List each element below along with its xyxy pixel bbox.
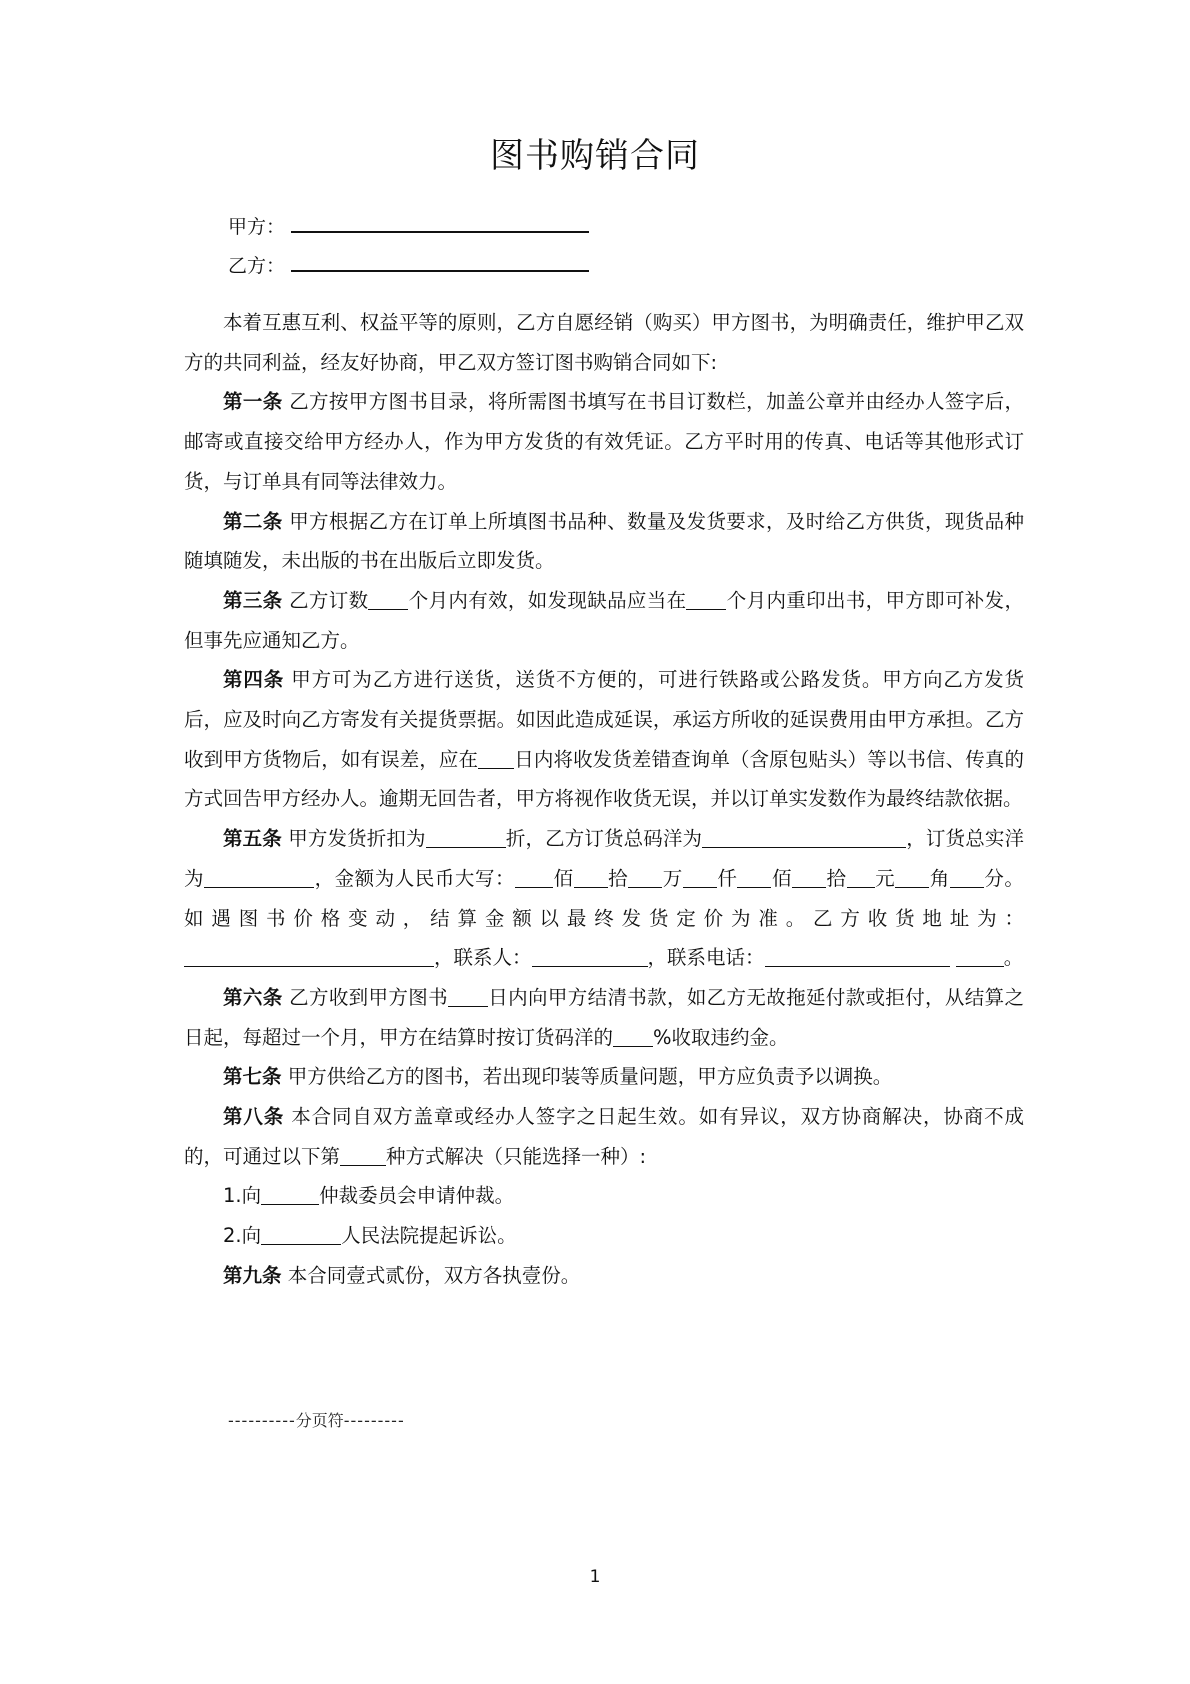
article-4: [184, 660, 1024, 819]
article-6: [184, 978, 1024, 1057]
amount-blank[interactable]: [628, 867, 662, 888]
article-8-text: 本合同自双方盖章或经办人签字之日起生效。如有异议，双方协商解决，协商不成的，可通过以下第: [184, 1105, 1024, 1168]
page-break-marker: [228, 1408, 405, 1431]
unit-label: 仟: [716, 866, 738, 890]
article-4-text: 甲方可为乙方进行送货，送货不方便的，可进行铁路或公路发货。甲方向乙方发货后，应及时向乙方寄发有关提货票据。如因此造成延误，承运方所收的延误费用由甲方承担。乙方收到甲方货物后，如有误差，应在: [184, 668, 1024, 771]
page-break-label: 分页符: [295, 1411, 344, 1430]
article-2-text: 甲方根据乙方在订单上所填图书品种、数量及发货要求，及时给乙方供货，现货品种随填随发，未出版的书在出版后立即发货。: [184, 509, 1024, 573]
article-5-text: 分。如遇图书价格变动，结算金额以最终发货定价为准。乙方收货地址为：: [184, 866, 1024, 930]
unit-label: 拾: [826, 866, 847, 890]
option-2: [184, 1216, 1024, 1256]
article-3-text: 个月内重印出书，甲方即可补发，但事先应通知乙方。: [184, 588, 1024, 652]
unit-label: 元: [874, 866, 896, 890]
contact-person-blank[interactable]: [532, 947, 648, 968]
article-8: [184, 1097, 1024, 1176]
article-7: [184, 1057, 1024, 1097]
court-blank[interactable]: [261, 1225, 341, 1246]
article-5-label: 第五条: [223, 827, 282, 851]
total-net-price-blank[interactable]: [204, 867, 314, 888]
resolution-choice-blank[interactable]: [340, 1145, 386, 1166]
article-7-text: 甲方供给乙方的图书，若出现印装等质量问题，甲方应负责予以调换。: [287, 1065, 893, 1089]
article-5-text: 折，乙方订货总码洋为: [505, 827, 703, 851]
contract-body: [184, 303, 1024, 1296]
option-1-text: 仲裁委员会申请仲裁。: [319, 1184, 515, 1208]
amount-blank[interactable]: [574, 867, 608, 888]
party-a-blank[interactable]: [291, 213, 589, 233]
article-6-text: 日内向甲方结清书款，如乙方无故拖延付款或拒付，从结算之日起，每超过一个月，甲方在结算时按订货码洋的: [184, 985, 1024, 1049]
option-1: [184, 1176, 1024, 1216]
party-b-blank[interactable]: [291, 252, 589, 272]
article-6-text: %收取违约金。: [653, 1025, 789, 1049]
unit-label: 角: [929, 866, 950, 890]
page-number: 1: [589, 1567, 601, 1587]
article-5-text: ，联系人：: [434, 946, 532, 970]
penalty-percent-blank[interactable]: [613, 1026, 653, 1047]
article-1-label: 第一条: [223, 390, 283, 414]
amount-blank[interactable]: [847, 867, 875, 888]
total-list-price-blank[interactable]: [702, 828, 906, 849]
option-2-text: 人民法院提起诉讼。: [341, 1224, 517, 1248]
phone-blank-cont[interactable]: [956, 947, 1004, 968]
page-title: 图书购销合同: [490, 136, 700, 176]
article-3-label: 第三条: [223, 588, 283, 612]
article-8-label: 第八条: [223, 1105, 285, 1129]
unit-label: 拾: [607, 866, 629, 890]
article-9: [184, 1256, 1024, 1296]
article-1: [184, 382, 1024, 501]
article-1-text: 乙方按甲方图书目录，将所需图书填写在书目订数栏，加盖公章并由经办人签字后，邮寄或直接交给甲方经办人，作为甲方发货的有效凭证。乙方平时用的传真、电话等其他形式订货，与订单具有同等法律效力。: [184, 390, 1024, 493]
article-5-text: 。: [1003, 946, 1024, 970]
article-6-text: 乙方收到甲方图书: [289, 985, 448, 1009]
address-blank[interactable]: [184, 947, 434, 968]
unit-label: 佰: [553, 866, 574, 890]
amount-blank[interactable]: [737, 867, 771, 888]
article-5: [184, 819, 1024, 978]
article-3-text: 乙方订数: [289, 588, 369, 612]
article-2: [184, 502, 1024, 581]
amount-blank[interactable]: [515, 867, 553, 888]
option-1-text: 1.向: [223, 1184, 262, 1208]
party-b-line: [228, 251, 589, 278]
article-5-text: ，联系电话：: [647, 946, 765, 970]
dash-line: ---------: [343, 1411, 405, 1430]
article-5-text: ，订货总实洋为: [184, 827, 1024, 890]
article-3-text: 个月内有效，如发现缺品应当在: [408, 588, 687, 612]
unit-label: 佰: [771, 866, 793, 890]
amount-blank[interactable]: [683, 867, 717, 888]
article-8-text: 种方式解决（只能选择一种）:: [386, 1144, 647, 1168]
article-3: [184, 581, 1024, 660]
article-4-text: 日内将收发货差错查询单（含原包贴头）等以书信、传真的方式回告甲方经办人。逾期无回告者，甲方将视作收货无误，并以订单实发数作为最终结款依据。: [184, 747, 1024, 811]
phone-blank[interactable]: [765, 947, 950, 968]
amount-blank[interactable]: [895, 867, 929, 888]
months-valid-blank[interactable]: [368, 589, 408, 610]
intro-paragraph: 本着互惠互利、权益平等的原则，乙方自愿经销（购买）甲方图书，为明确责任，维护甲乙双方的共同利益，经友好协商，甲乙双方签订图书购销合同如下:: [184, 311, 1024, 374]
article-4-label: 第四条: [223, 668, 285, 692]
article-5-text: 甲方发货折扣为: [288, 827, 426, 851]
error-days-blank[interactable]: [478, 748, 514, 769]
party-b-label: 乙方：: [228, 255, 286, 277]
option-2-text: 2.向: [223, 1224, 262, 1248]
discount-blank[interactable]: [426, 828, 506, 849]
article-2-label: 第二条: [223, 509, 283, 533]
settle-days-blank[interactable]: [448, 986, 488, 1007]
article-5-text: ，金额为人民币大写：: [314, 866, 516, 890]
dash-line: ----------: [228, 1411, 296, 1430]
party-a-label: 甲方：: [228, 216, 286, 238]
unit-label: 万: [662, 866, 683, 890]
arbitration-blank[interactable]: [261, 1185, 319, 1206]
amount-blank[interactable]: [792, 867, 826, 888]
reprint-months-blank[interactable]: [686, 589, 726, 610]
party-a-line: [228, 212, 589, 239]
article-7-label: 第七条: [223, 1065, 282, 1089]
article-6-label: 第六条: [223, 985, 283, 1009]
article-9-label: 第九条: [223, 1263, 282, 1287]
article-9-text: 本合同壹式贰份，双方各执壹份。: [287, 1263, 581, 1287]
amount-blank[interactable]: [950, 867, 984, 888]
